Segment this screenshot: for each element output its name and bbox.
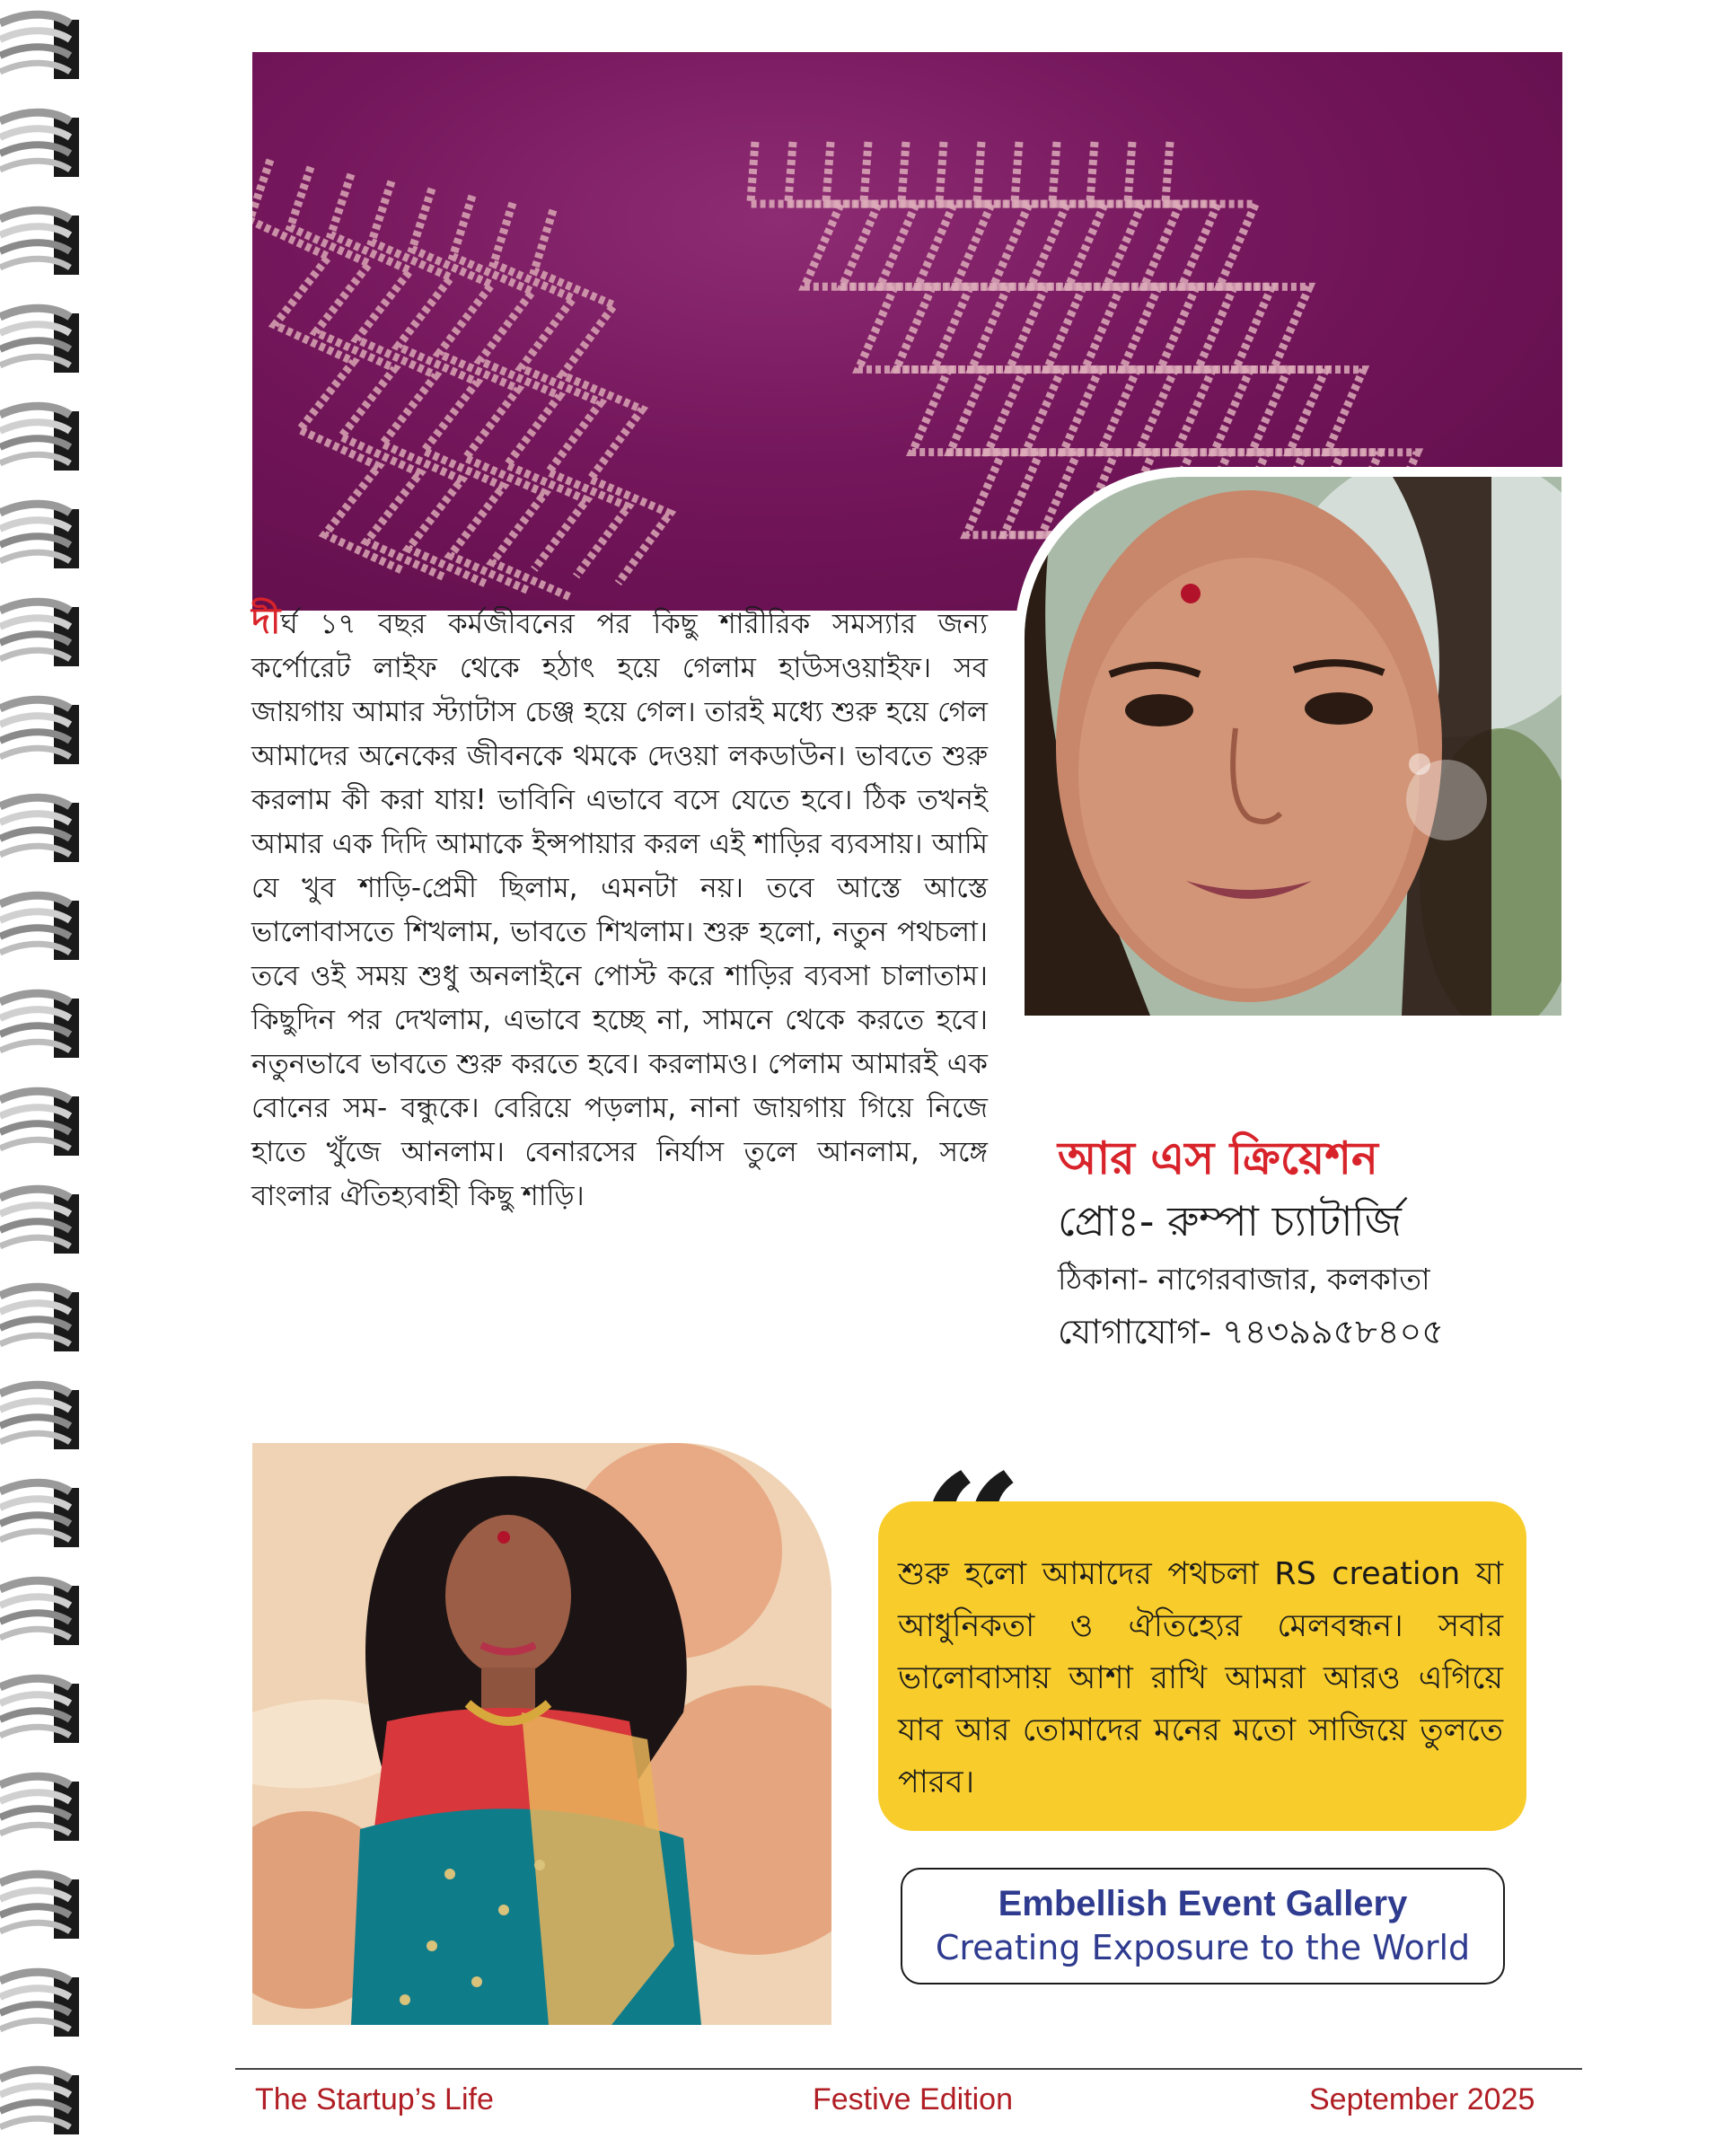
spiral-ring-icon: [0, 982, 83, 1072]
spiral-ring-icon: [0, 689, 83, 779]
drop-cap: দী: [251, 601, 281, 642]
spiral-ring-icon: [0, 199, 83, 289]
spiral-ring-icon: [0, 2059, 83, 2149]
spiral-ring-icon: [0, 1765, 83, 1855]
spiral-ring-icon: [0, 1178, 83, 1268]
gallery-title: Embellish Event Gallery: [998, 1884, 1408, 1923]
spiral-ring-icon: [0, 493, 83, 583]
article-text: র্ঘ ১৭ বছর কর্মজীবনের পর কিছু শারীরিক সমস্যার জন্য কর্পোরেট লাইফ থেকে হঠাৎ হয়ে গেলাম হাউসওয়াইফ। সব জায়গায় আমার স্ট্যাটাস চেঞ্জ হয়ে গেল। তারই মধ্যে শুরু হয়ে গেল আমাদের অনেকের জীবনকে থমকে দেওয়া লকডাউন। ভাবতে শুরু করলাম কী করা যায়! ভাবিনি এভাবে বসে যেতে হবে। ঠিক তখনই আমার এক দিদি আমাকে ইন্সপায়ার করল এই শাড়ির ব্যবসায়। আমি যে খুব শাড়ি-প্রেমী ছিলাম, এমনটা নয়। তবে আস্তে আস্তে ভালোবাসতে শিখলাম, ভাবতে শিখলাম। শুরু হলো, নতুন পথচলা। তবে ওই সময় শুধু অনলাইনে পোস্ট করে শাড়ির ব্যবসা চালাতাম। কিছুদিন পর দেখলাম, এভাবে হচ্ছে না, সামনে থেকে করতে হবে। নতুনভাবে ভাবতে শুরু করতে হবে। করলামও। পেলাম আমারই এক বোনের সম- বন্ধুকে। বেরিয়ে পড়লাম, নানা জায়গায় গিয়ে নিজে হাতে খুঁজে আনলাম। বেনারসের নির্যাস তুলে আনলাম, সঙ্গে বাংলার ঐতিহ্যবাহী কিছু শাড়ি।: [251, 608, 988, 1212]
spiral-ring-icon: [0, 4, 83, 93]
spiral-ring-icon: [0, 1863, 83, 1953]
spiral-ring-icon: [0, 1570, 83, 1659]
footer-publication: The Startup’s Life: [255, 2082, 494, 2116]
spiral-binding: [0, 0, 85, 2156]
spiral-ring-icon: [0, 591, 83, 681]
gallery-credit-box: [901, 1868, 1505, 1984]
quote-box: [878, 1501, 1526, 1831]
brand-block: [1058, 1127, 1525, 1357]
footer-divider: [235, 2068, 1582, 2070]
footer-date: September 2025: [1309, 2082, 1535, 2116]
spiral-ring-icon: [0, 1961, 83, 2051]
brand-contact: যোগাযোগ- ৭৪৩৯৯৫৮৪০৫: [1058, 1312, 1444, 1351]
spiral-ring-icon: [0, 1276, 83, 1366]
spiral-ring-icon: [0, 101, 83, 191]
proprietor-portrait-photo: [1025, 477, 1561, 1016]
spiral-ring-icon: [0, 1472, 83, 1562]
woman-in-saree-photo: [252, 1443, 831, 2025]
spiral-ring-icon: [0, 884, 83, 974]
spiral-ring-icon: [0, 787, 83, 876]
article-body: [251, 600, 988, 1219]
gallery-tagline: Creating Exposure to the World: [935, 1928, 1471, 1967]
spiral-ring-icon: [0, 1080, 83, 1170]
spiral-ring-icon: [0, 1374, 83, 1464]
spiral-ring-icon: [0, 297, 83, 387]
quote-text: শুরু হলো আমাদের পথচলা RS creation যা আধুনিকতা ও ঐতিহ্যের মেলবন্ধন। সবার ভালোবাসায় আশা রাখি আমরা আরও এগিয়ে যাব আর তোমাদের মনের মতো সাজিয়ে তুলতে পারব।: [898, 1556, 1503, 1800]
proprietor-name: প্রোঃ- রুম্পা চ্যাটার্জি: [1058, 1197, 1402, 1245]
brand-address: ঠিকানা- নাগেরবাজার, কলকাতা: [1058, 1262, 1430, 1297]
footer-edition: Festive Edition: [813, 2082, 1013, 2116]
spiral-ring-icon: [0, 395, 83, 485]
spiral-ring-icon: [0, 1668, 83, 1757]
brand-name: আর এস ক্রিয়েশন: [1058, 1132, 1378, 1184]
